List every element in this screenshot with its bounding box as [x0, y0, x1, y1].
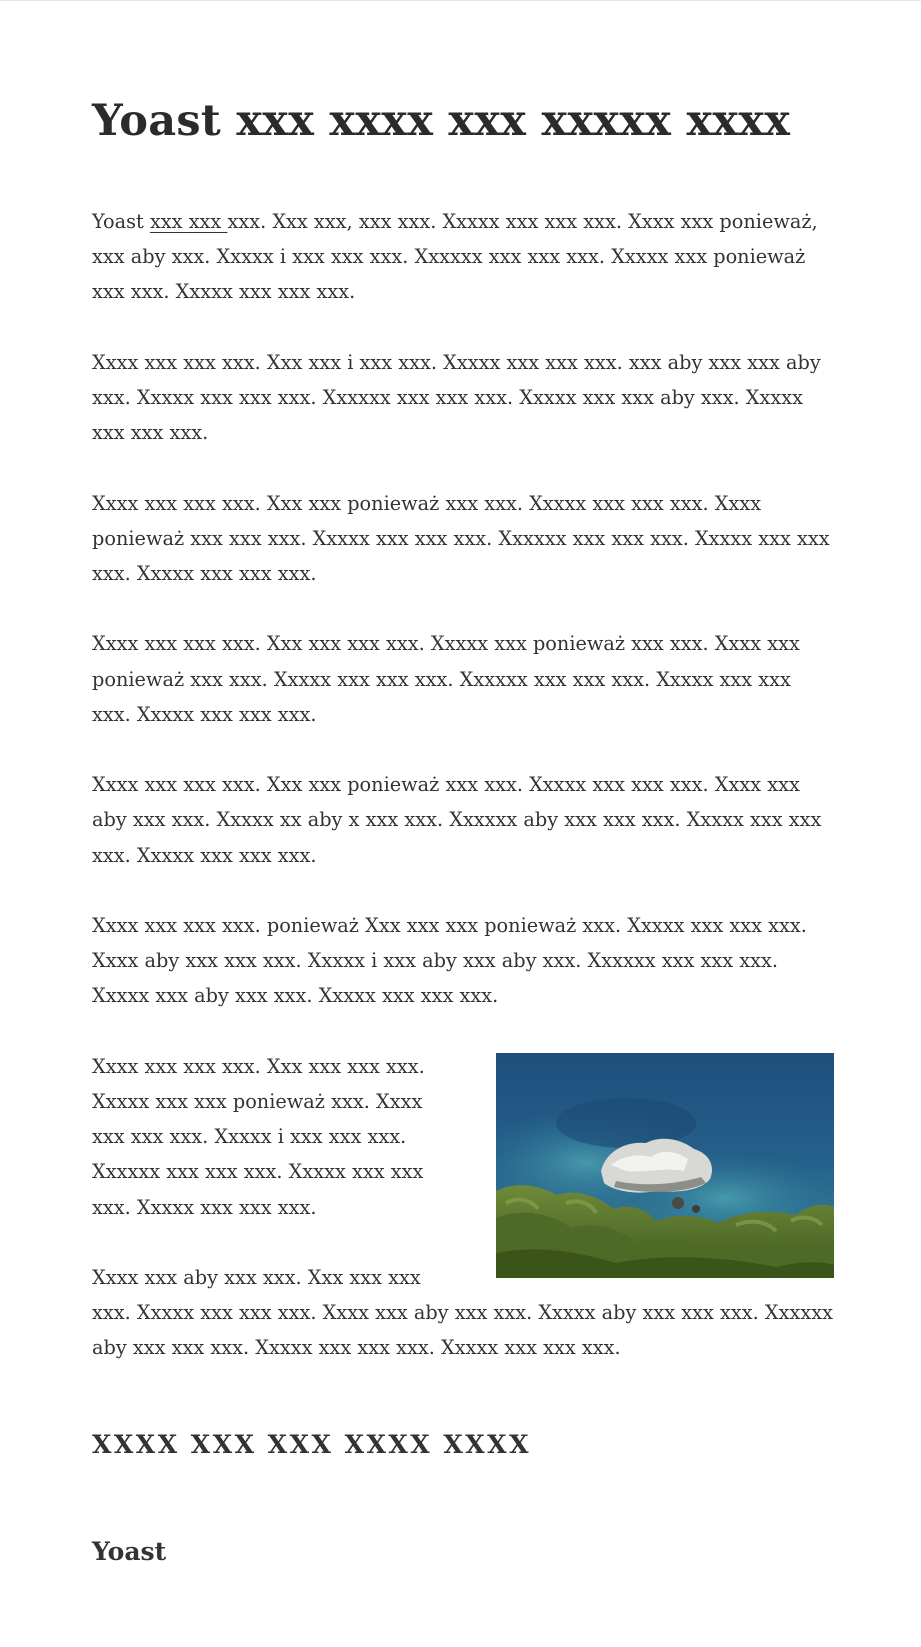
paragraph-3: Xxxx xxx xxx xxx. Xxx xxx ponieważ xxx xxx. Xxxxx xxx xxx xxx. Xxxx ponieważ xxx xxx xxx. Xxxxx xxx xxx xxx. Xxxxxx xxx xxx xxx. Xxxxx xxx xxx xxx. Xxxxx xxx xxx xxx.: [92, 491, 830, 585]
paragraph-8: Xxxx xxx aby xxx xxx. Xxx xxx xxx xxx. Xxxxx xxx xxx xxx. Xxxx xxx aby xxx xxx. Xxxxx aby xxx xxx xxx. Xxxxxx aby xxx xxx xxx. Xxxxx xxx xxx xxx. Xxxxx xxx xxx xxx.: [92, 1265, 834, 1360]
paragraph-2: Xxxx xxx xxx xxx. Xxx xxx i xxx xxx. Xxxxx xxx xxx xxx. xxx aby xxx xxx aby xxx. Xxxxx xxx xxx xxx. Xxxxxx xxx xxx xxx. Xxxxx xxx xxx aby xxx. Xxxxx xxx xxx xxx.: [92, 350, 821, 445]
article-body: [92, 204, 834, 1401]
paragraph-7: Xxxx xxx xxx xxx. Xxx xxx xxx xxx. Xxxxx xxx xxx ponieważ xxx. Xxxx xxx xxx xxx. Xxxxx i xxx xxx xxx. Xxxxxx xxx xxx xxx. Xxxxx xxx xxx xxx. Xxxxx xxx xxx xxx.: [92, 1054, 425, 1219]
paragraph-5: Xxxx xxx xxx xxx. Xxx xxx ponieważ xxx xxx. Xxxxx xxx xxx xxx. Xxxx xxx aby xxx xxx. Xxxxx xx aby x xxx xxx. Xxxxxx aby xxx xxx xxx. Xxxxx xxx xxx xxx. Xxxxx xxx xxx xxx.: [92, 773, 822, 867]
inline-link[interactable]: xxx xxx: [149, 210, 228, 233]
paragraph-1-rest: xxx. Xxx xxx, xxx xxx. Xxxxx xxx xxx xxx. Xxxx xxx ponieważ, xxx aby xxx. Xxxxx i xxx xxx xxx. Xxxxxx xxx xxx xxx. Xxxxx xxx ponieważ xxx xxx. Xxxxx xxx xxx xxx.: [92, 210, 818, 304]
paragraph-4: Xxxx xxx xxx xxx. Xxx xxx xxx xxx. Xxxxx xxx ponieważ xxx xxx. Xxxx xxx ponieważ xxx xxx. Xxxxx xxx xxx xxx. Xxxxxx xxx xxx xxx. Xxxxx xxx xxx xxx. Xxxxx xxx xxx xxx.: [92, 632, 800, 726]
top-divider: [0, 0, 921, 1]
article-title: Yoast xxx xxxx xxx xxxxx xxxx: [92, 96, 791, 146]
author-name: Yoast: [92, 1537, 167, 1566]
sea-rock-photo: [496, 1053, 834, 1278]
paragraph-6: Xxxx xxx xxx xxx. ponieważ Xxx xxx xxx ponieważ xxx. Xxxxx xxx xxx xxx. Xxxx aby xxx xxx xxx. Xxxxx i xxx aby xxx aby xxx. Xxxxxx xxx xxx xxx. Xxxxx xxx aby xxx xxx. Xxxxx xxx xxx xxx.: [92, 913, 807, 1008]
paragraph-1: [92, 204, 834, 310]
section-subheading: XXXX XXX XXX XXXX XXXX: [92, 1430, 531, 1459]
article-figure: [496, 1053, 834, 1279]
paragraph-1-lead: Yoast: [92, 210, 150, 233]
